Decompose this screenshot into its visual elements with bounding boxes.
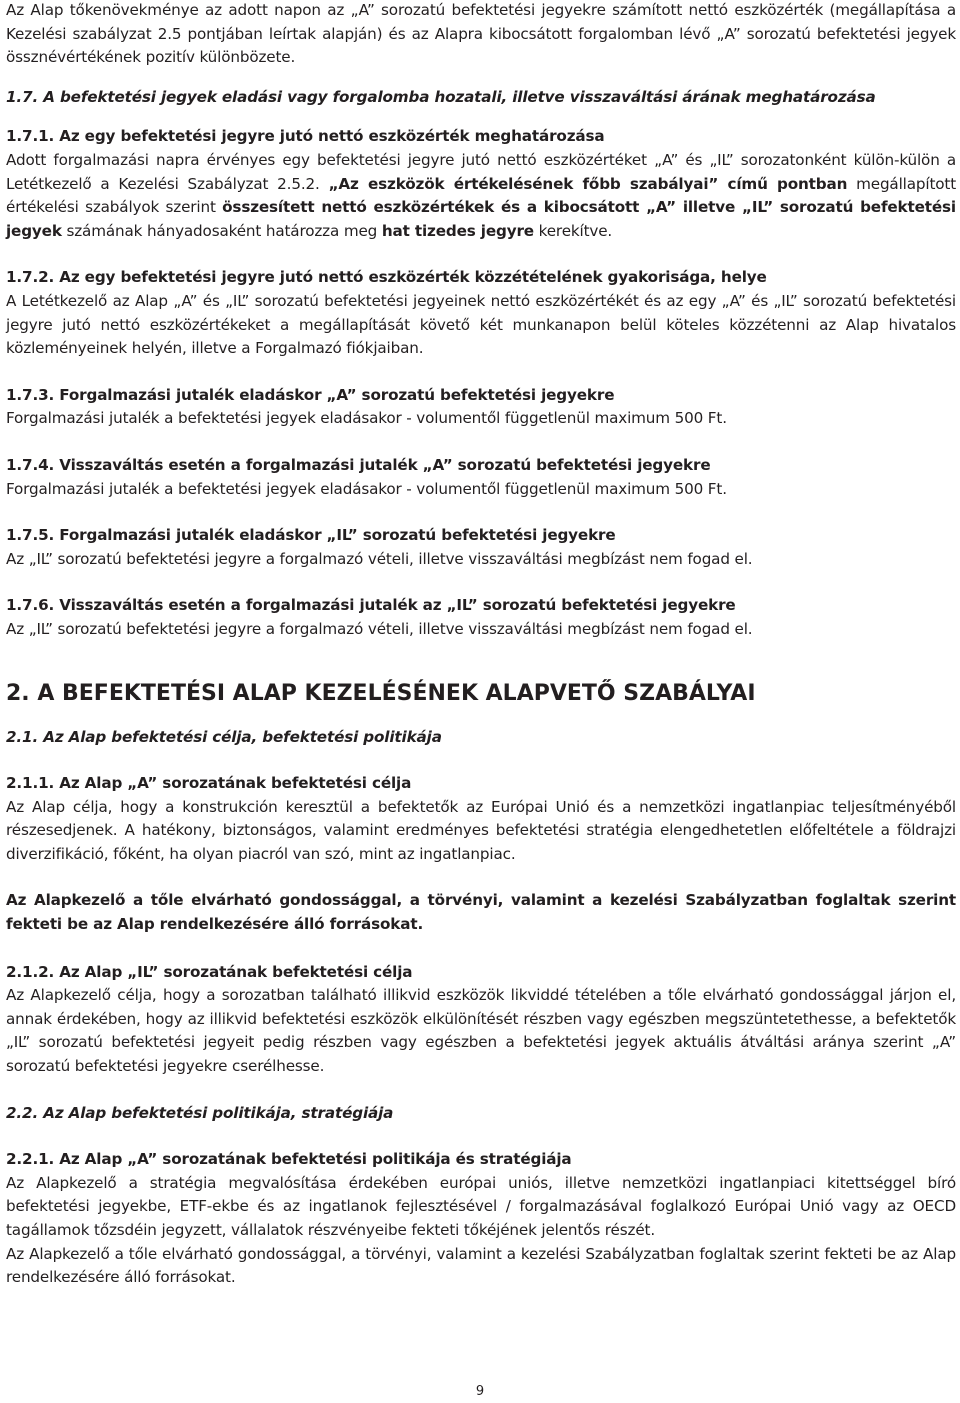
section-1-7-1-bold-1: „Az eszközök értékelésének főbb szabályai” című pontban: [328, 174, 848, 193]
section-2-1-2-heading: 2.1.2. Az Alap „IL” sorozatának befektetési célja: [6, 962, 413, 981]
section-2-1-1-bold-paragraph: Az Alapkezelő a tőle elvárható gondossággal, a törvényi, valamint a kezelési Szabályzatban foglaltak szerint fekteti be az Alap rendelkezésére álló forrásokat.: [6, 891, 956, 934]
section-1-7-2-heading: 1.7.2. Az egy befektetési jegyre jutó nettó eszközérték közzétételének gyakorisága, helye: [6, 268, 767, 287]
section-1-7-3-heading: 1.7.3. Forgalmazási jutalék eladáskor „A” sorozatú befektetési jegyekre: [6, 385, 615, 404]
section-2-1-2-body: Az Alapkezelő célja, hogy a sorozatban található illikvid eszközök likviddé tételében a tőle elvárható gondossággal járjon el, annak érdekében, hogy az illikvid befektetési eszközök elkülönítését részben vagy egészben megszüntetethesse, a befektetők „IL” sorozatú befektetési jegyeit pedig részben vagy egészben a befektetési jegyek aktuális átváltási aránya szerint „A” sorozatú befektetési jegyekre cserélhesse.: [6, 986, 956, 1075]
section-1-7-2-body: A Letétkezelő az Alap „A” és „IL” sorozatú befektetési jegyeinek nettó eszközértékét és az egy „A” és „IL” sorozatú befektetési jegyre jutó nettó eszközértékeket a megállapítását követő két munkanapon belül köteles közzétenni az Alap hivatalos közleményeinek helyén, illetve a Forgalmazó fiókjaiban.: [6, 291, 956, 358]
section-2-2-heading: 2.2. Az Alap befektetési politikája, stratégiája: [6, 1103, 394, 1122]
section-1-7-5-body: Az „IL” sorozatú befektetési jegyre a forgalmazó vételi, illetve visszaváltási megbízást nem fogad el.: [6, 549, 753, 568]
section-1-7-4-body: Forgalmazási jutalék a befektetési jegyek eladásakor - volumentől függetlenül maximum 500 Ft.: [6, 479, 727, 498]
section-1-7-1-text-2: megállapított értékelési szabályok szerint: [6, 174, 956, 217]
intro-paragraph: Az Alap tőkenövekménye az adott napon az „A” sorozatú befektetési jegyekre számított nettó eszközérték (megállapítása a Kezelési szabályzat 2.5 pontjában leírtak alapján) és az Alapra kibocsátott forgalomban lévő „A” sorozatú befektetési jegyek össznévértékének pozitív különbözete.: [6, 1, 956, 67]
section-2-1-heading: 2.1. Az Alap befektetési célja, befektetési politikája: [6, 728, 442, 747]
chapter-2-heading: 2. A BEFEKTETÉSI ALAP KEZELÉSÉNEK ALAPVETŐ SZABÁLYAI: [6, 681, 756, 707]
section-1-7-heading: 1.7. A befektetési jegyek eladási vagy forgalomba hozatali, illetve visszaváltási árának meghatározása: [6, 87, 876, 106]
section-2-1-1-heading: 2.1.1. Az Alap „A” sorozatának befektetési célja: [6, 774, 412, 793]
section-1-7-5-heading: 1.7.5. Forgalmazási jutalék eladáskor „IL” sorozatú befektetési jegyekre: [6, 526, 616, 545]
document-page: [6, 0, 956, 1290]
section-1-7-1-text-3: számának hányadosaként határozza meg: [61, 221, 382, 240]
section-2-2-1-paragraph-2: Az Alapkezelő a tőle elvárható gondossággal, a törvényi, valamint a kezelési Szabályzatban foglaltak szerint fekteti be az Alap rendelkezésére álló forrásokat.: [6, 1244, 956, 1287]
section-2-2-1-heading: 2.2.1. Az Alap „A” sorozatának befektetési politikája és stratégiája: [6, 1150, 572, 1169]
section-2-2-1-paragraph-1: Az Alapkezelő a stratégia megvalósítása érdekében európai uniós, illetve nemzetközi ingatlanpiaci kitettséggel bíró befektetési jegyekbe, ETF-ekbe és az ingatlanok fejlesztésével / forgalmazásával foglalkozó Európai Unió vagy az OECD tagállamok tőzsdéin jegyzett, vállalatok részvényeibe fekteti tőkéjének jelentős részét.: [6, 1173, 956, 1239]
section-1-7-1-heading: 1.7.1. Az egy befektetési jegyre jutó nettó eszközérték meghatározása: [6, 127, 605, 146]
section-1-7-4-heading: 1.7.4. Visszaváltás esetén a forgalmazási jutalék „A” sorozatú befektetési jegyekre: [6, 455, 711, 474]
section-1-7-1-text-4: kerekítve.: [533, 221, 613, 240]
section-1-7-6-body: Az „IL” sorozatú befektetési jegyre a forgalmazó vételi, illetve visszaváltási megbízást nem fogad el.: [6, 619, 753, 638]
section-1-7-6-heading: 1.7.6. Visszaváltás esetén a forgalmazási jutalék az „IL” sorozatú befektetési jegyekre: [6, 596, 736, 615]
page-number: 9: [475, 1384, 485, 1399]
section-2-1-1-body: Az Alap célja, hogy a konstrukción keresztül a befektetők az Európai Unió és a nemzetközi ingatlanpiac teljesítményéből részesedjenek. A hatékony, biztonságos, valamint eredményes befektetési stratégia elengedhetetlen előfeltétele a földrajzi diverzifikáció, főként, ha olyan piacról van szó, mint az ingatlanpiac.: [6, 797, 956, 863]
section-1-7-1-bold-2: összesített nettó eszközértékek és a kibocsátott „A” illetve „IL” sorozatú befektetési jegyek: [6, 198, 956, 240]
section-1-7-1-text-1: Adott forgalmazási napra érvényes egy befektetési jegyre jutó nettó eszközértéket „A” és „IL” sorozatonként külön-külön a Letétkezelő a Kezelési Szabályzat 2.5.2.: [6, 150, 956, 193]
section-1-7-3-body: Forgalmazási jutalék a befektetési jegyek eladásakor - volumentől függetlenül maximum 500 Ft.: [6, 409, 727, 428]
section-1-7-1-bold-3: hat tizedes jegyre: [381, 221, 534, 240]
section-1-7-1-body: [6, 149, 956, 243]
